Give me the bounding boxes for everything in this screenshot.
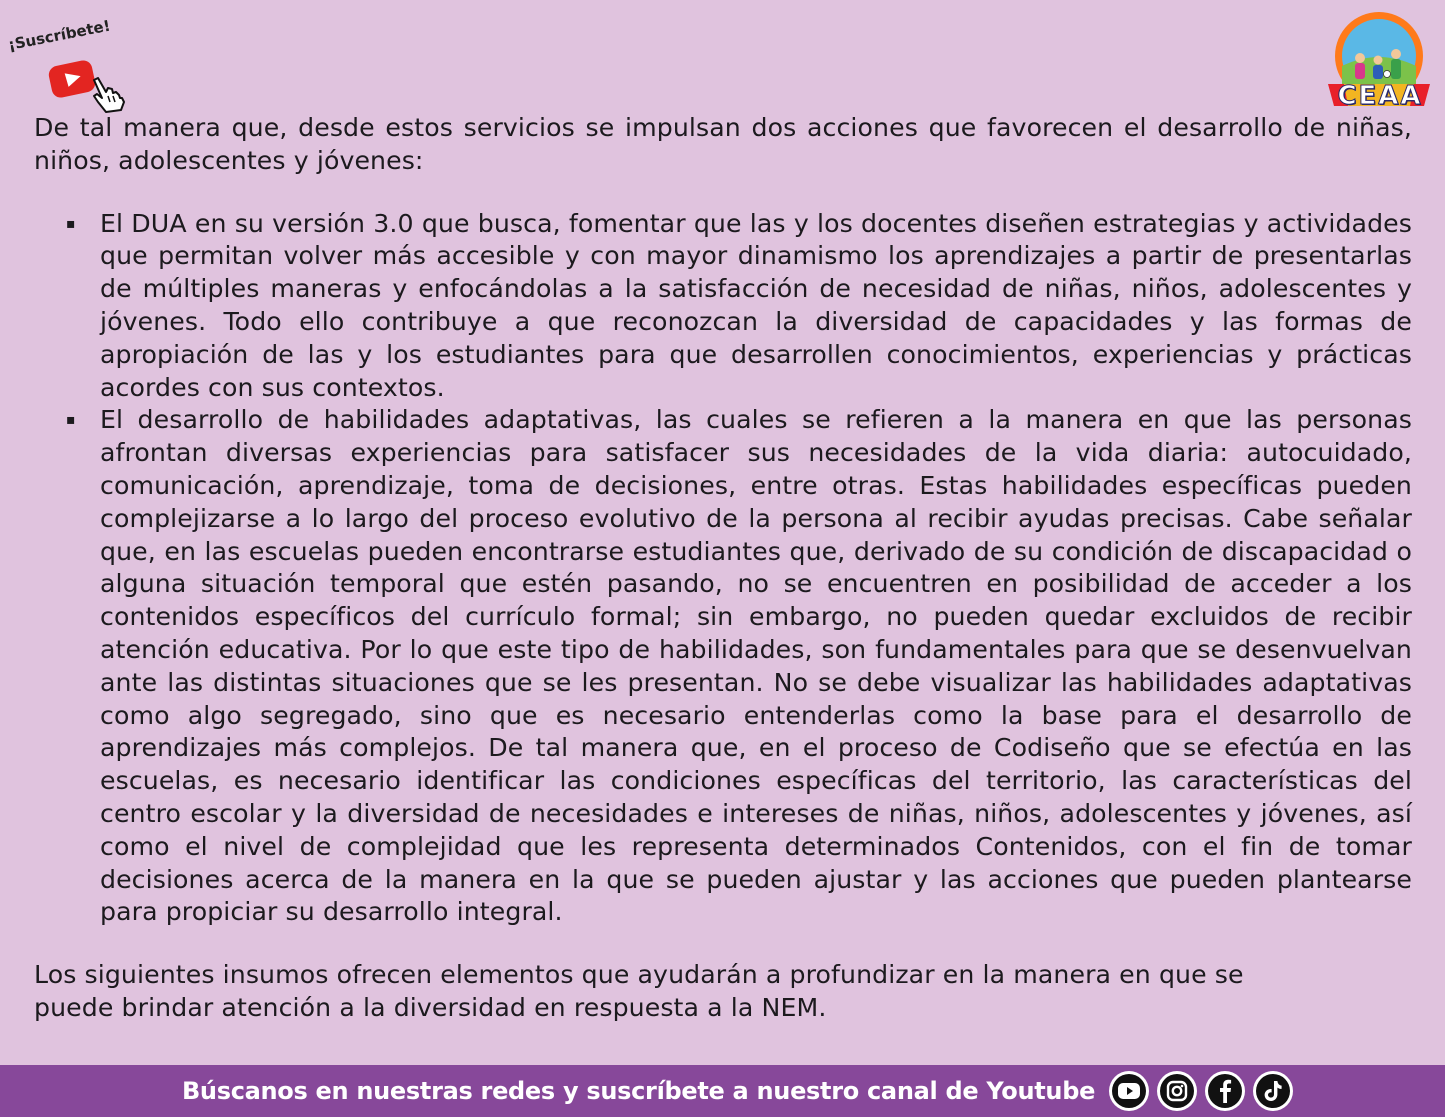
subscribe-badge[interactable]	[8, 18, 126, 98]
bullet-marker: ▪	[66, 215, 76, 232]
pointer-hand-icon	[84, 74, 126, 114]
bullet-text: El desarrollo de habilidades adaptativas, las cuales se refieren a la manera en que las personas afrontan diversas experiencias para satisfacer sus necesidades de la vida diaria: autocuidado, comunicación, aprendizaje, toma de decisiones, entre otras. Estas habilidades específicas pueden complejizarse a lo largo del proceso evolutivo de la persona al recibir ayudas precisas. Cabe señalar que, en las escuelas pueden encontrarse estudiantes que, derivado de su condición de discapacidad o alguna situación temporal que estén pasando, no se encuentren en posibilidad de acceder a los contenidos específicos del currículo formal; sin embargo, no pueden quedar excluidos de recibir atención educativa. Por lo que este tipo de habilidades, son fundamentales para que se desenvuelvan ante las distintas situaciones que se les presentan. No se debe visualizar las habilidades adaptativas como algo segregado, sino que es necesario entenderlas como la base para el desarrollo de aprendizajes más complejos. De tal manera que, en el proceso de Codiseño que se efectúa en las escuelas, es necesario identificar las condiciones específicas del territorio, las características del centro escolar y la diversidad de necesidades e intereses de niñas, niños, adolescentes y jóvenes, así como el nivel de complejidad que les representa determinados Contenidos, con el fin de tomar decisiones acerca de la manera en la que se pueden ajustar y las acciones que pueden plantearse para propiciar su desarrollo integral.	[100, 405, 1412, 927]
youtube-icon[interactable]	[1109, 1071, 1149, 1111]
logo-letter: A	[1400, 81, 1421, 111]
bullet-marker: ▪	[66, 412, 76, 429]
bullet-list	[34, 208, 1412, 930]
logo-letter: C	[1337, 81, 1357, 111]
logo-letter: E	[1358, 81, 1377, 111]
bullet-item-dua	[34, 208, 1412, 405]
closing-paragraph: Los siguientes insumos ofrecen elementos que ayudarán a profundizar en la manera en que se puede brindar atención a la diversidad en respuesta a la NEM.	[34, 960, 1244, 1022]
footer-bar	[0, 1065, 1445, 1117]
footer-text: Búscanos en nuestras redes y suscríbete a nuestro canal de Youtube	[181, 1077, 1096, 1105]
bullet-text: El DUA en su versión 3.0 que busca, fomentar que las y los docentes diseñen estrategias y actividades que permitan volver más accesible y con mayor dinamismo los aprendizajes a partir de presentarlas de múltiples maneras y enfocándolas a la satisfacción de necesidad de niñas, niños, adolescentes y jóvenes. Todo ello contribuye a que reconozcan la diversidad de capacidades y las formas de apropiación de las y los estudiantes para que desarrollen conocimientos, experiencias y prácticas acordes con sus contextos.	[100, 208, 1412, 402]
logo-letter: A	[1378, 81, 1399, 111]
facebook-icon[interactable]	[1205, 1071, 1245, 1111]
ceaa-logo	[1320, 8, 1438, 112]
subscribe-label: ¡Suscríbete!	[6, 16, 112, 55]
bullet-item-habilidades	[34, 404, 1412, 929]
logo-lettering	[1320, 80, 1438, 112]
instagram-icon[interactable]	[1157, 1071, 1197, 1111]
social-icons	[1109, 1071, 1293, 1111]
document-body	[34, 112, 1412, 1025]
tiktok-icon[interactable]	[1253, 1071, 1293, 1111]
intro-paragraph: De tal manera que, desde estos servicios se impulsan dos acciones que favorecen el desarrollo de niñas, niños, adolescentes y jóvenes:	[34, 113, 1412, 175]
